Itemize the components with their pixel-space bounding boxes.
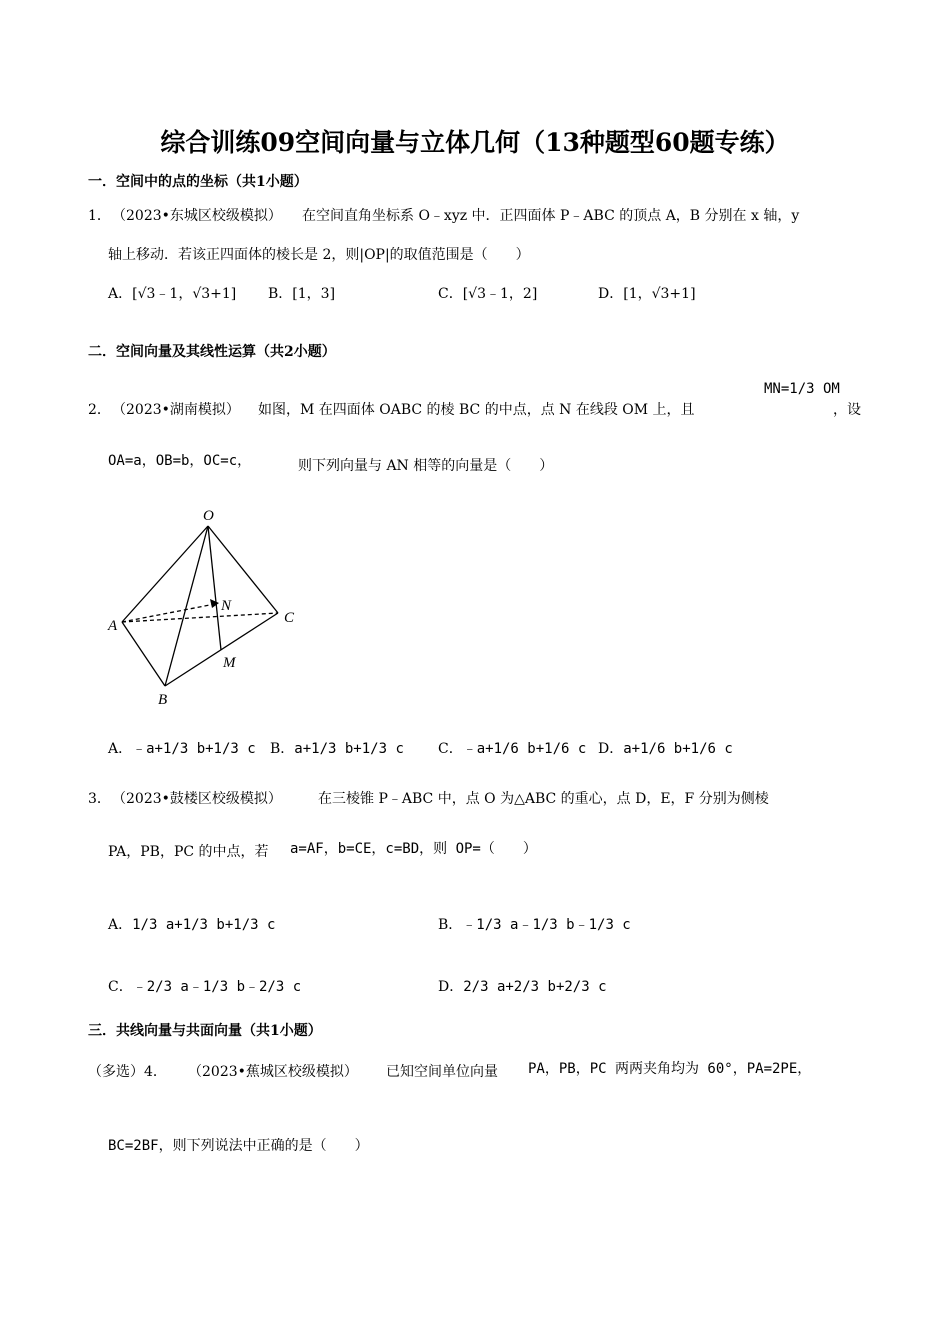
q3-line2b: a=AF，b=CE，c=BD，则 OP=（ ） <box>290 841 537 857</box>
q1-line1: 在空间直角坐标系 O﹣xyz 中．正四面体 P﹣ABC 的顶点 A，B 分别在 x 轴，y <box>302 208 800 224</box>
q2-option-a: A．﹣a+1/3 b+1/3 c <box>108 741 256 757</box>
q2-option-c: C．﹣a+1/6 b+1/6 c <box>438 741 587 757</box>
q4-prefix: （多选）4． <box>88 1064 167 1080</box>
q3-number: 3． <box>88 791 111 807</box>
q2-line1: 如图，M 在四面体 OABC 的棱 BC 的中点，点 N 在线段 OM 上，且 <box>258 402 695 418</box>
q1-option-b: B．[1，3] <box>268 286 336 302</box>
section-heading-2: 二．空间向量及其线性运算（共2小题） <box>88 344 336 360</box>
q2-number: 2． <box>88 402 111 418</box>
section-heading-3: 三．共线向量与共面向量（共1小题） <box>88 1023 322 1039</box>
q2-vector-definitions: OA=a，OB=b，OC=c， <box>108 453 252 469</box>
q3-line1: 在三棱锥 P﹣ABC 中，点 O 为△ABC 的重心，点 D，E，F 分别为侧棱 <box>318 791 769 807</box>
vector-an-arrowhead <box>210 599 219 608</box>
q2-option-d: D．a+1/6 b+1/6 c <box>598 741 733 757</box>
q3-option-b: B．﹣1/3 a﹣1/3 b﹣1/3 c <box>438 917 631 933</box>
q2-option-b: B．a+1/3 b+1/3 c <box>270 741 404 757</box>
section-heading-1: 一．空间中的点的坐标（共1小题） <box>88 174 308 190</box>
label-a: A <box>108 618 118 634</box>
label-m: M <box>223 655 236 671</box>
q2-line1-end: ，设 <box>833 402 861 418</box>
q3-option-d: D．2/3 a+2/3 b+2/3 c <box>438 979 607 995</box>
label-b: B <box>158 692 168 708</box>
q1-number: 1． <box>88 208 111 224</box>
edge-oc <box>208 526 278 613</box>
segment-om <box>208 526 221 650</box>
tetrahedron-figure <box>100 500 320 715</box>
q1-option-c: C．[√3﹣1，2] <box>438 286 538 302</box>
q1-line2: 轴上移动．若该正四面体的棱长是 2，则|OP|的取值范围是（ ） <box>108 247 530 263</box>
q3-source: （2023•鼓楼区校级模拟） <box>112 791 282 807</box>
q4-line2: BC=2BF，则下列说法中正确的是（ ） <box>108 1138 369 1154</box>
page-title: 综合训练09空间向量与立体几何（13种题型60题专练） <box>160 128 790 157</box>
label-n: N <box>221 598 232 614</box>
q1-option-a: A．[√3﹣1，√3+1] <box>108 286 237 302</box>
q2-line2: 则下列向量与 AN 相等的向量是（ ） <box>298 458 554 474</box>
q2-condition: MN=1/3 OM <box>764 381 840 397</box>
q4-line1b: PA，PB，PC 两两夹角均为 60°，PA=2PE， <box>528 1061 812 1077</box>
q2-source: （2023•湖南模拟） <box>112 402 240 418</box>
q3-option-a: A．1/3 a+1/3 b+1/3 c <box>108 917 276 933</box>
q3-line2a: PA，PB，PC 的中点，若 <box>108 844 269 860</box>
label-o: O <box>203 508 214 524</box>
q4-source: （2023•蕉城区校级模拟） <box>188 1064 358 1080</box>
label-c: C <box>284 610 295 626</box>
q1-source: （2023•东城区校级模拟） <box>112 208 282 224</box>
q1-option-d: D．[1，√3+1] <box>598 286 696 302</box>
q4-line1a: 已知空间单位向量 <box>386 1064 498 1080</box>
q3-option-c: C．﹣2/3 a﹣1/3 b﹣2/3 c <box>108 979 302 995</box>
edge-ab <box>122 622 165 686</box>
